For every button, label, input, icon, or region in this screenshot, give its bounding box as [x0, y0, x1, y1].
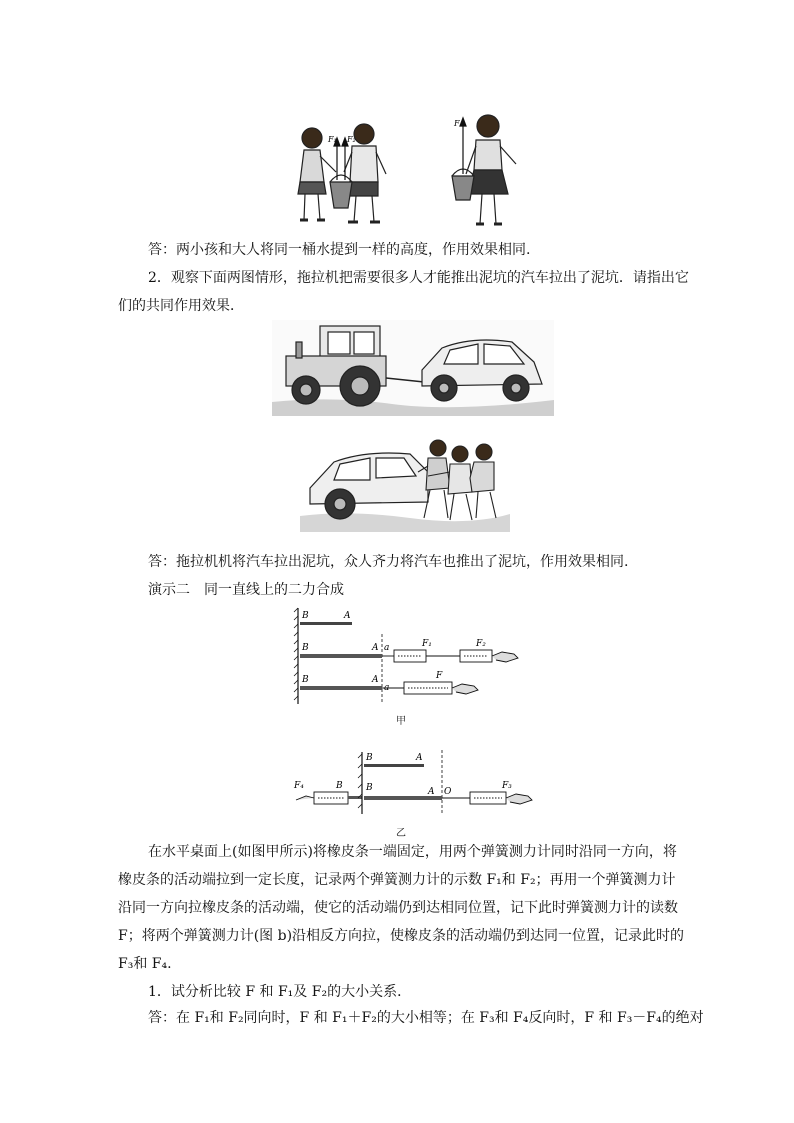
label-B-row1: B: [302, 611, 309, 621]
label-O: O: [444, 787, 452, 797]
label-F1-jia: F₁: [422, 639, 432, 649]
rubber-band-stretched-two: [300, 654, 382, 658]
label-B-yi-left: B: [336, 781, 343, 791]
label-B-yi-top: B: [366, 753, 373, 763]
label-A-row2: A: [372, 643, 379, 653]
label-a-row3: a: [384, 683, 390, 693]
spring-scale-F1: [382, 650, 460, 662]
caption-jia: 甲: [396, 716, 406, 727]
caption-yi: 乙: [396, 828, 406, 839]
label-F2: F₂: [347, 135, 356, 144]
answer-1: 答：两小孩和大人将同一桶水提到一样的高度，作用效果相同.: [148, 242, 531, 258]
label-F-jia: F: [436, 671, 443, 681]
spring-scale-F3: [442, 792, 532, 804]
label-F1: F₁: [328, 135, 337, 144]
question-3: 1．试分析比较 F 和 F₁及 F₂的大小关系．: [148, 984, 412, 1000]
label-A-row3: A: [372, 675, 379, 685]
paragraph-line-4: F；将两个弹簧测力计(图 b)沿相反方向拉，使橡皮条的活动端仍到达同一位置，记录此时的: [118, 928, 685, 944]
adult-figure: [466, 115, 516, 224]
paragraph-line-1: 在水平桌面上(如图甲所示)将橡皮条一端固定，用两个弹簧测力计同时沿同一方向，将: [148, 844, 677, 860]
stuck-car-icon: [310, 453, 428, 519]
label-A-row1: A: [344, 611, 351, 621]
figure-bucket-lifting: [290, 112, 530, 234]
label-A-yi-top: A: [416, 753, 423, 763]
paragraph-line-5: F₃和 F₄.: [118, 956, 172, 972]
answer-2: 答：拖拉机机将汽车拉出泥坑，众人齐力将汽车也推出了泥坑，作用效果相同.: [148, 554, 629, 570]
label-F4: F₄: [294, 781, 304, 791]
answer-3: 答：在 F₁和 F₂同向时，F 和 F₁＋F₂的大小相等；在 F₃和 F₄反向时，F 和 F₃－F₄的绝对: [148, 1010, 704, 1026]
label-A-yi-bottom: A: [428, 787, 435, 797]
label-B-row2: B: [302, 643, 309, 653]
rubber-band-rest: [300, 622, 352, 625]
question-2-line-2: 们的共同作用效果．: [118, 298, 244, 314]
paragraph-line-3: 沿同一方向拉橡皮条的活动端，使它的活动端仍到达相同位置，记下此时弹簧测力计的读数: [118, 900, 678, 916]
spring-scale-F: [382, 682, 478, 694]
label-B-row3: B: [302, 675, 309, 685]
figure-tractor-pulling-car: [272, 320, 554, 416]
pushing-people-icon: [418, 440, 496, 520]
figure-jia-same-direction: [292, 606, 540, 708]
paragraph-line-2: 橡皮条的活动端拉到一定长度，记录两个弹簧测力计的示数 F₁和 F₂；再用一个弹簧测力计: [118, 872, 676, 888]
demo-2-title: 演示二 同一直线上的二力合成: [148, 582, 344, 598]
rubber-band-stretched-one: [300, 686, 382, 690]
figure-people-pushing-car: [300, 432, 510, 532]
question-2-line-1: 2．观察下面两图情形，拖拉机把需要很多人才能推出泥坑的汽车拉出了泥坑．请指出它: [148, 270, 689, 286]
spring-scale-F2: [460, 650, 518, 662]
figure-yi-opposite-direction: [290, 748, 542, 818]
label-F2-jia: F₂: [476, 639, 486, 649]
label-B-yi-bottom: B: [366, 783, 373, 793]
label-F3: F₃: [502, 781, 512, 791]
label-F: F: [454, 119, 460, 128]
rubber-band-yi-rest: [364, 764, 424, 767]
shared-bucket: [330, 175, 352, 208]
label-a-row2: a: [384, 643, 390, 653]
